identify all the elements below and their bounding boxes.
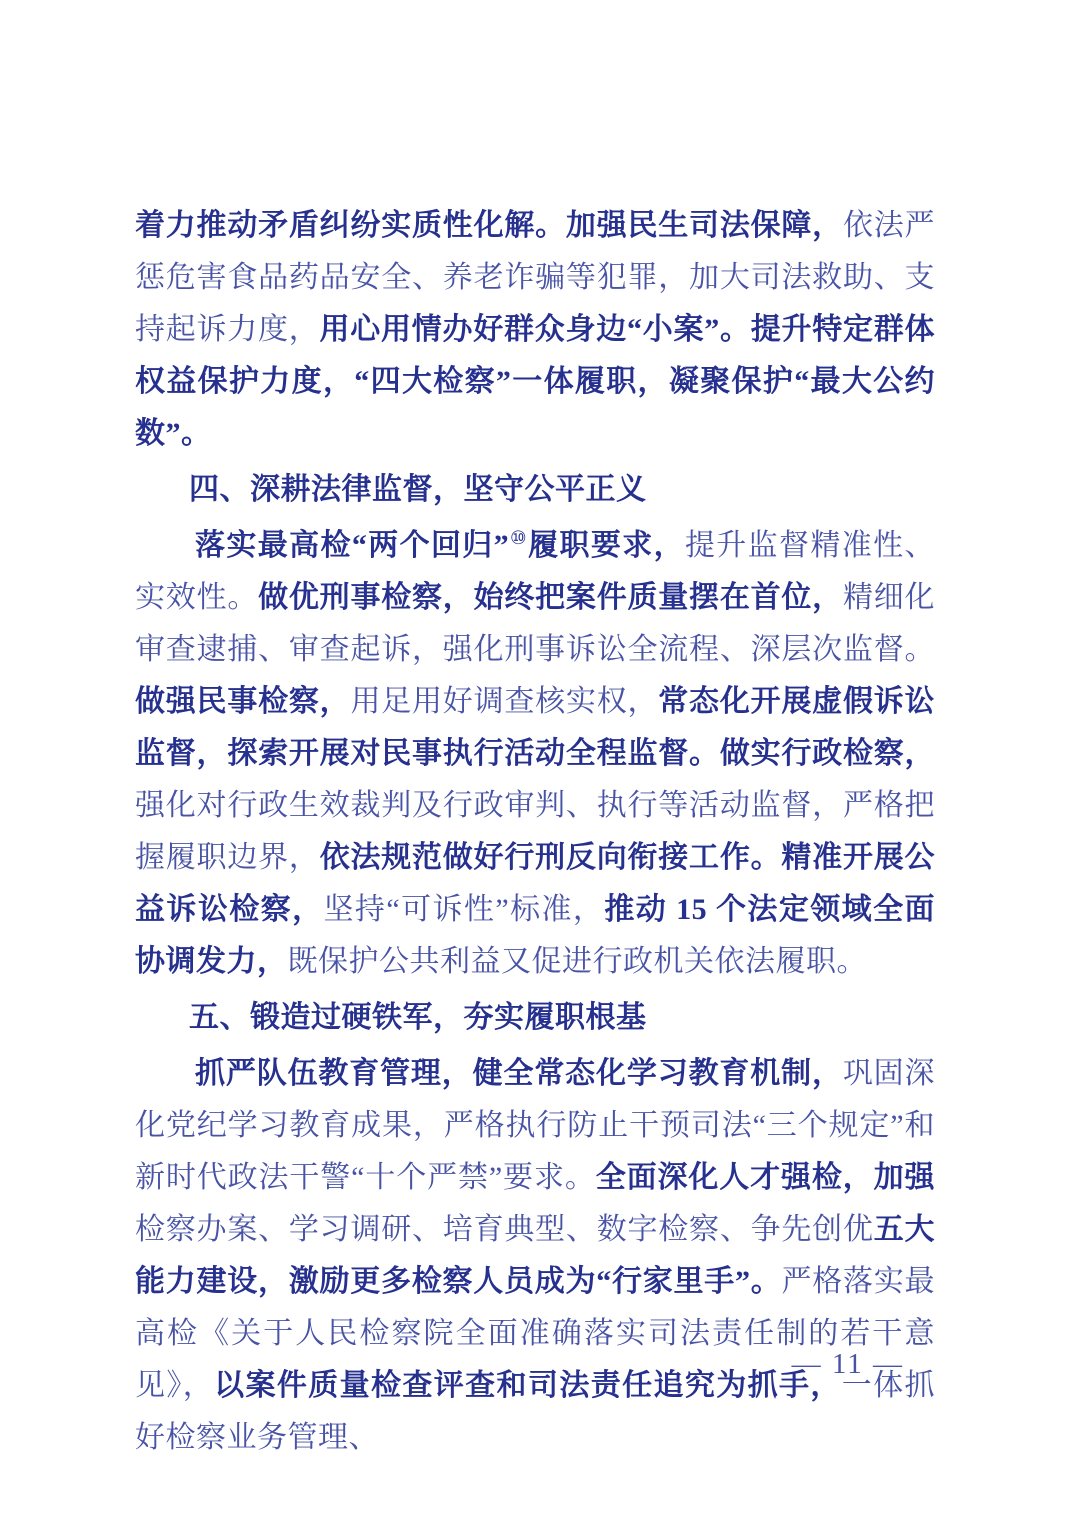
text-run: 用心用情办好群众身边“小案”。提升特定群体权益保护力度，“四大检察”一体履职，凝聚保护“最大公约数”。 <box>135 313 935 450</box>
text-run: 常态化开展虚假诉讼监督，探索开展对民事执行活动全程监督。做实行政检察， <box>135 685 936 770</box>
text-run: 推动 15 个法定领域全面协调发力， <box>135 893 936 978</box>
text-run: 一体抓好检察业务管理、 <box>135 1369 936 1454</box>
text-run: 巩固深化党纪学习教育成果，严格执行防止干预司法“三个规定”和新时代政法干警“十个严禁”要求。 <box>135 1057 936 1194</box>
text-run: 提升监督精准性、实效性。 <box>135 529 936 614</box>
text-run: 做优刑事检察，始终把案件质量摆在首位， <box>258 581 843 614</box>
text-run: 五大能力建设，激励更多检察人员成为“行家里手”。 <box>135 1213 936 1298</box>
text-run: 既保护公共利益又促进行政机关依法履职。 <box>287 945 867 978</box>
text-run: 抓严队伍教育管理，健全常态化学习教育机制， <box>195 1057 843 1090</box>
section-heading <box>135 464 935 516</box>
document-body <box>135 200 935 1464</box>
text-run: 以案件质量检查评查和司法责任追究为抓手， <box>214 1369 842 1402</box>
text-run: 全面深化人才强检，加强 <box>595 1161 935 1194</box>
paragraph <box>135 1048 935 1464</box>
text-run: 落实最高检“两个回归” <box>195 529 510 562</box>
text-run: 精细化审查逮捕、审查起诉，强化刑事诉讼全流程、深层次监督。 <box>135 581 936 666</box>
text-run: 依法严惩危害食品药品安全、养老诈骗等犯罪，加大司法救助、支持起诉力度， <box>135 209 936 346</box>
text-run: 强化对行政生效裁判及行政审判、执行等活动监督，严格把握履职边界， <box>135 789 935 874</box>
text-run: 履职要求， <box>528 529 685 562</box>
text-run: 坚持“可诉性”标准， <box>323 893 605 926</box>
text-run: 五、锻造过硬铁军，夯实履职根基 <box>189 1001 647 1034</box>
paragraph <box>135 520 935 988</box>
text-run: 用足用好调查核实权， <box>350 685 659 718</box>
text-run: 做强民事检察， <box>135 685 351 718</box>
footnote-marker: ⑩ <box>509 528 529 549</box>
text-run: 严格落实最高检《关于人民检察院全面准确落实司法责任制的若干意见》， <box>135 1265 935 1402</box>
text-run: 着力推动矛盾纠纷实质性化解。加强民生司法保障， <box>135 209 843 242</box>
section-heading <box>135 992 935 1044</box>
text-run: 四、深耕法律监督，坚守公平正义 <box>189 473 647 506</box>
paragraph <box>135 200 935 460</box>
page-number: — 11 — <box>791 1348 904 1380</box>
text-run: 检察办案、学习调研、培育典型、数字检察、争先创优 <box>135 1213 874 1246</box>
text-run: 依法规范做好行刑反向衔接工作。精准开展公益诉讼检察， <box>135 841 936 926</box>
